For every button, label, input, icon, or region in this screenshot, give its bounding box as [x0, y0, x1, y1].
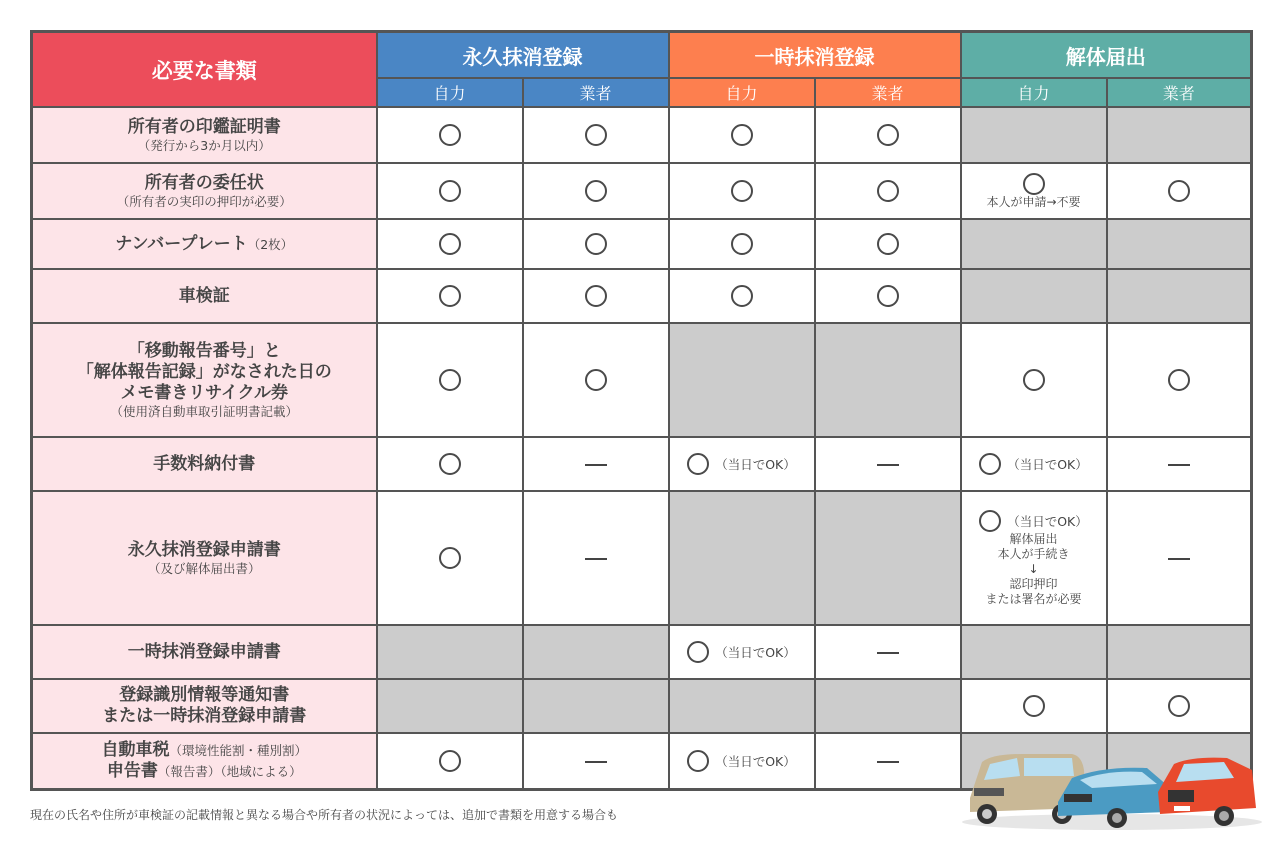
- not-applicable-cell: [1107, 269, 1252, 323]
- table-row: [32, 323, 1252, 437]
- circle-icon: [731, 285, 753, 307]
- circle-icon: [585, 180, 607, 202]
- circle-icon: [1023, 695, 1045, 717]
- circle-icon: [877, 180, 899, 202]
- three-cars-icon: [962, 750, 1262, 830]
- circle-icon: [877, 233, 899, 255]
- circle-icon: [439, 453, 461, 475]
- row-label: 永久抹消登録申請書 （及び解体届出書）: [32, 491, 377, 625]
- table-row: [32, 679, 1252, 733]
- dash-icon: [1168, 558, 1190, 560]
- sub-dealer: 業者: [1107, 78, 1252, 107]
- dash-icon: [877, 652, 899, 654]
- not-applicable-cell: [815, 323, 961, 437]
- circle-icon: [439, 369, 461, 391]
- row-label: 登録識別情報等通知書 または一時抹消登録申請書: [32, 679, 377, 733]
- table-row: [32, 107, 1252, 163]
- table-row: 一時抹消登録申請書 （当日でOK）: [32, 625, 1252, 679]
- documents-header: 必要な書類: [32, 32, 377, 108]
- row-label: ナンバープレート（2枚）: [32, 219, 377, 269]
- not-applicable-cell: [815, 679, 961, 733]
- sub-self: 自力: [377, 78, 523, 107]
- circle-icon: [731, 233, 753, 255]
- circle-icon: [731, 180, 753, 202]
- table-row: [32, 219, 1252, 269]
- sub-dealer: 業者: [815, 78, 961, 107]
- not-applicable-cell: [523, 625, 669, 679]
- circle-icon: [585, 369, 607, 391]
- circle-icon: [687, 750, 709, 772]
- row-label: 手数料納付書: [32, 437, 377, 491]
- circle-icon: [585, 233, 607, 255]
- circle-icon: [585, 124, 607, 146]
- cell-note: 本人が申請→不要: [986, 194, 1081, 209]
- dash-icon: [1168, 464, 1190, 466]
- required-documents-table: [30, 30, 1253, 791]
- not-applicable-cell: [961, 625, 1107, 679]
- circle-icon: [877, 285, 899, 307]
- row-label: 「移動報告番号」と 「解体報告記録」がなされた日の メモ書きリサイクル券 （使用済自動車取引証明書記載）: [32, 323, 377, 437]
- row-label: 一時抹消登録申請書: [32, 625, 377, 679]
- dash-icon: [877, 464, 899, 466]
- not-applicable-cell: [669, 323, 815, 437]
- sub-self: 自力: [961, 78, 1107, 107]
- circle-icon: [731, 124, 753, 146]
- sub-dealer: 業者: [523, 78, 669, 107]
- not-applicable-cell: [377, 679, 523, 733]
- dash-icon: [585, 464, 607, 466]
- dash-icon: [585, 558, 607, 560]
- circle-icon: [877, 124, 899, 146]
- circle-icon: [439, 124, 461, 146]
- circle-icon: [1168, 369, 1190, 391]
- circle-icon: [1023, 369, 1045, 391]
- not-applicable-cell: [961, 107, 1107, 163]
- not-applicable-cell: [669, 491, 815, 625]
- not-applicable-cell: [377, 625, 523, 679]
- not-applicable-cell: [961, 269, 1107, 323]
- not-applicable-cell: [1107, 625, 1252, 679]
- not-applicable-cell: [1107, 107, 1252, 163]
- dash-icon: [585, 761, 607, 763]
- circle-icon: [687, 641, 709, 663]
- table-row: [32, 163, 1252, 219]
- not-applicable-cell: [523, 679, 669, 733]
- sub-self: 自力: [669, 78, 815, 107]
- row-label: 自動車税（環境性能割・種別割） 申告書（報告書）（地域による）: [32, 733, 377, 789]
- not-applicable-cell: [815, 491, 961, 625]
- circle-icon: [439, 750, 461, 772]
- circle-icon: [1168, 695, 1190, 717]
- footnote: 現在の氏名や住所が車検証の記載情報と異なる場合や所有者の状況によっては、追加で書類を用意する場合も: [30, 808, 619, 822]
- row-label: 所有者の委任状 （所有者の実印の押印が必要）: [32, 163, 377, 219]
- circle-icon: [439, 285, 461, 307]
- circle-icon: [979, 453, 1001, 475]
- row-label: 所有者の印鑑証明書 （発行から3か月以内）: [32, 107, 377, 163]
- circle-icon: [1023, 173, 1045, 195]
- circle-icon: [439, 547, 461, 569]
- table-row: [32, 269, 1252, 323]
- circle-icon: [439, 180, 461, 202]
- not-applicable-cell: [669, 679, 815, 733]
- table-row: 手数料納付書 （当日でOK） （当日でOK）: [32, 437, 1252, 491]
- group-permanent-cancel: 永久抹消登録: [377, 32, 669, 79]
- circle-icon: [1168, 180, 1190, 202]
- not-applicable-cell: [1107, 219, 1252, 269]
- table-row: 自動車税（環境性能割・種別割） 申告書（報告書）（地域による） （当日でOK）: [32, 733, 1252, 789]
- dash-icon: [877, 761, 899, 763]
- group-temporary-cancel: 一時抹消登録: [669, 32, 961, 79]
- row-label: 車検証: [32, 269, 377, 323]
- circle-icon: [687, 453, 709, 475]
- circle-icon: [439, 233, 461, 255]
- circle-icon: [979, 510, 1001, 532]
- table-row: 永久抹消登録申請書 （及び解体届出書） （当日でOK） 解体届出 本人が手続き ↓ 認印押印 または署名が必要: [32, 491, 1252, 625]
- group-dismantle-notice: 解体届出: [961, 32, 1252, 79]
- circle-icon: [585, 285, 607, 307]
- not-applicable-cell: [961, 219, 1107, 269]
